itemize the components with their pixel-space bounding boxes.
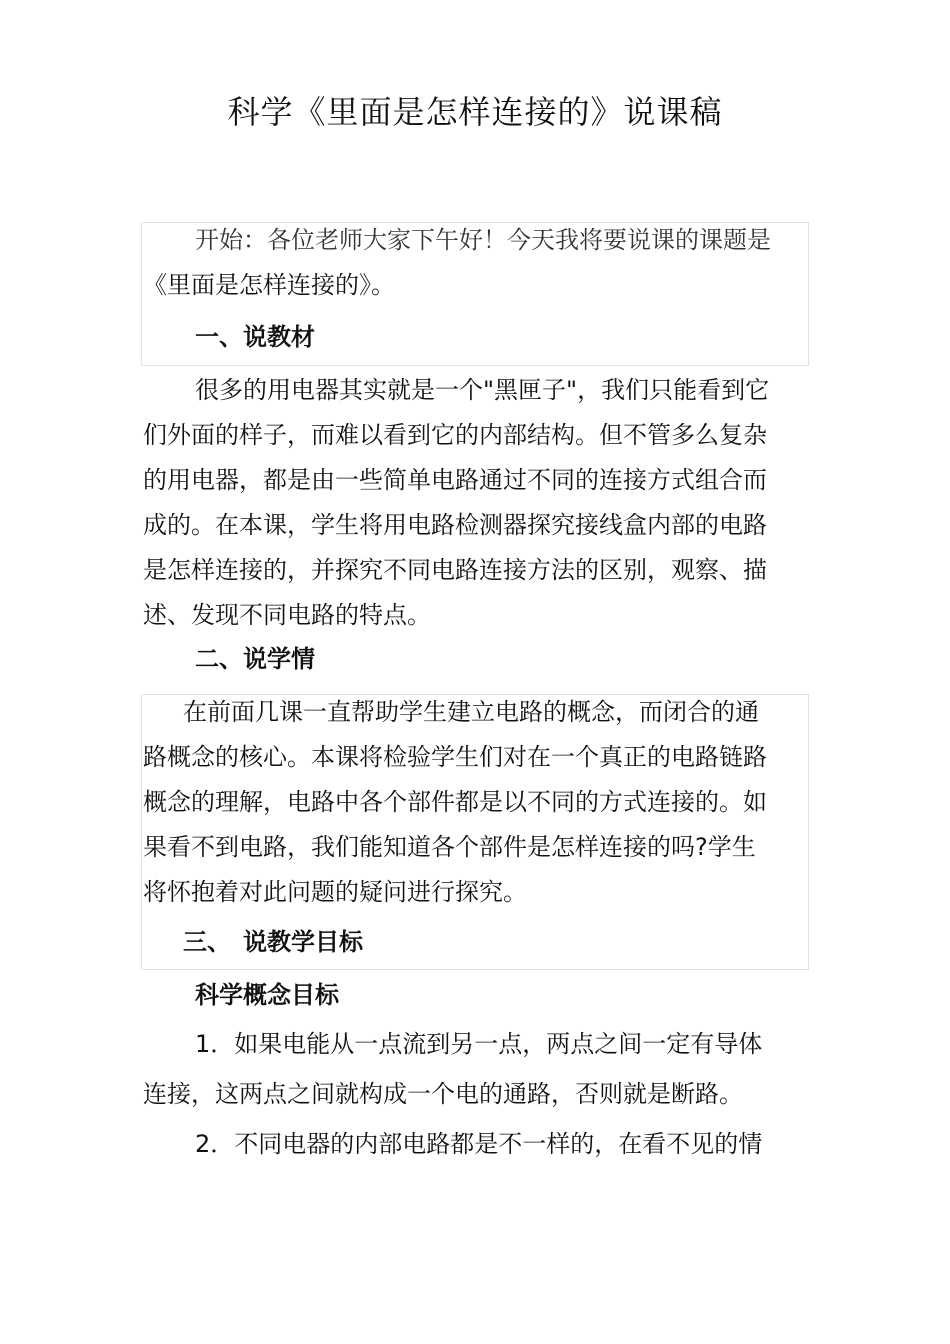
opening-line-2: 《里面是怎样连接的》。 [143,271,395,299]
paragraph-line: 述、发现不同电路的特点。 [143,601,431,629]
paragraph-line: 果看不到电路，我们能知道各个部件是怎样连接的吗?学生 [143,833,756,861]
paragraph-line: 成的。在本课，学生将用电路检测器探究接线盒内部的电路 [143,511,767,539]
section-heading-materials: 一、说教材 [195,323,315,351]
subheading-science-concepts: 科学概念目标 [195,981,339,1009]
document-title: 科学《里面是怎样连接的》说课稿 [227,93,723,131]
paragraph-line: 的用电器，都是由一些简单电路通过不同的连接方式组合而 [143,466,767,494]
opening-line-1: 开始：各位老师大家下午好！今天我将要说课的课题是 [195,226,771,254]
list-item: 2．不同电器的内部电路都是不一样的，在看不见的情 [195,1130,763,1158]
paragraph-line: 概念的理解，电路中各个部件都是以不同的方式连接的。如 [143,788,767,816]
section-heading-students: 二、说学情 [195,645,315,673]
paragraph-line: 们外面的样子，而难以看到它的内部结构。但不管多么复杂 [143,421,767,449]
list-item: 1．如果电能从一点流到另一点，两点之间一定有导体 [195,1030,763,1058]
section-heading-objectives: 三、 说教学目标 [183,928,363,956]
paragraph-line: 将怀抱着对此问题的疑问进行探究。 [143,878,527,906]
list-item-continuation: 连接，这两点之间就构成一个电的通路，否则就是断路。 [143,1080,743,1108]
paragraph-line: 是怎样连接的，并探究不同电路连接方法的区别，观察、描 [143,556,767,584]
paragraph-line: 在前面几课一直帮助学生建立电路的概念，而闭合的通 [183,698,759,726]
paragraph-line: 很多的用电器其实就是一个"黑匣子"，我们只能看到它 [195,376,770,404]
paragraph-line: 路概念的核心。本课将检验学生们对在一个真正的电路链路 [143,743,767,771]
